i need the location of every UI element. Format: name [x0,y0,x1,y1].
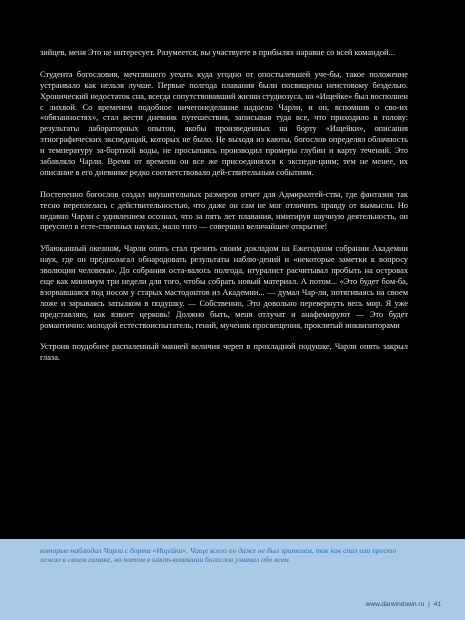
paragraph-4: Убаюканный океаном, Чарли опять стал грезить своим докладом на Ежегодном собрании Академии наук, где он предполагал обнародовать результаты наблю-дений и «некоторые заметки к вопросу эволюции человека». До собрания оста-валось полгода, нтуралист расчитывал пробыть на островах еще как минимум три недели для того, чтобы собрать новый материал. А потом... «Это будет бом-ба, взорвавшаяся под носом у старых мастодонтов из Академии... — думал Чар-ли, потягиваясь на своем ложе и зарываясь затылком в подушку. — Собственно, Это довольно перевернуть весь мир. Я уже представляю, как взвоет церковь! Должно быть, меня отлучат и анафемируют — Это будет романтично: молодой естествоиспытатель, гений, мученик просвещения, проклятый инквизиторами [40,244,408,330]
footer-caption: которые наблюдал Чарли с борта «Ищейки». Чаще всего он даже не был зрителем, так как спал или просто лежал в своем гамаке, но потом в кают-компании богослов узнавал обо всем. [40,546,397,565]
paragraph-5: Устроив поудобнее распаленный манией величия череп в прохладной подушке, Чарли опять закрыл глаза. [40,342,408,363]
article-body [40,48,408,375]
paragraph-2: Студента богословия, мечтавшего уехать куда угодно от опостылевшей уче-бы, такое положение устраивало как нельзя лучше. Первые полгода плавания были посвящены неистовому безделью. Хронический недостаток сна, всегда сопутствовавший жизни студиозуса, на «Ищейке» был восполнен с лихвой. Со временем подобное ничегонеделание надоело Чарли, и он, вспомнив о сво-их «обязанностях», стал вести дневник путешествия, записывая туда все, что приходило в голову: результаты лабораторных опытов, якобы произведенных на борту «Ищейки», описания этнографических экспедиций, которых не было. Не выходя из каюты, богослов определял облачность и температуру за-бортной воды, не просыпаясь производил промеры глубин и карту течений. Это забавляло Чарли. Время от времени он все же присоединялся к экспеди-циям; тем не менее, их описание в его дневнике редко соответствовало дей-ствительным событиям. [40,69,408,177]
site-url[interactable]: www.darwindown.ru [365,601,425,608]
page-number: 41 [433,601,441,608]
paragraph-3: Постепенно богослов создал внушительных размеров отчет для Адмиралтей-ства, где фантазия так тесно переплелась с действительностью, что даже он сам не мог отличить правду от вымысла. Но недавно Чарли с удивлением осознал, что за пять лет плавания, имитируя научную деятельность, он преуспел в есте-ственных науках, мало того — совершил величайшее открытие! [40,189,408,232]
footer-meta [366,601,441,608]
paragraph-1: зийцев, меня Это не интересует. Разумеется, вы участвуете в прибылях наравне со всей командой... [40,48,395,57]
separator: | [428,601,430,608]
